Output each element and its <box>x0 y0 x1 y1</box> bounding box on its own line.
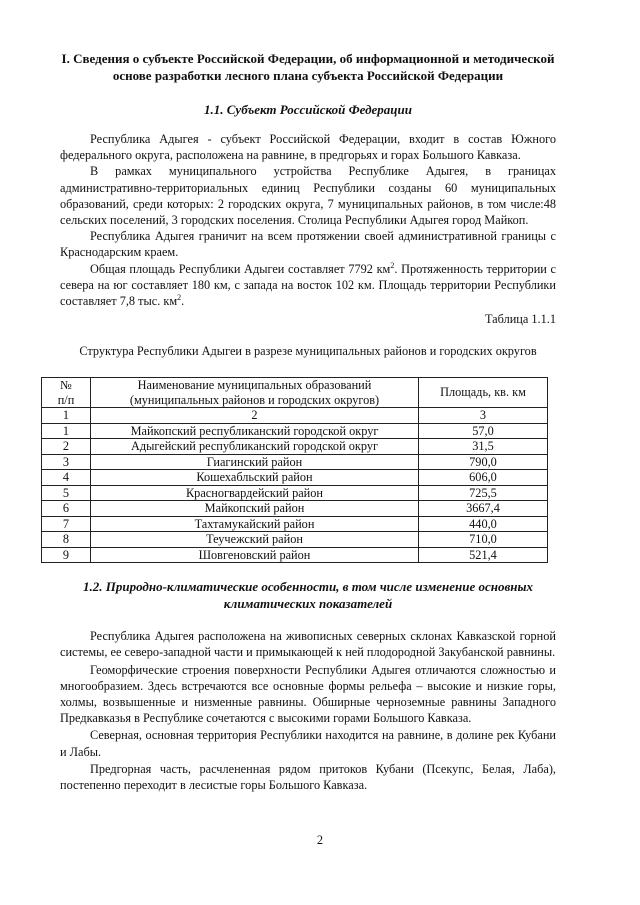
paragraph: Республика Адыгея - субъект Российской Федерации, входит в состав Южного федерального округа, расположена на равнине, в предгорьях и горах Большого Кавказа. <box>60 132 556 163</box>
header-area: Площадь, кв. км <box>419 378 548 408</box>
paragraph: Геоморфические строения поверхности Республики Адыгея отличаются сложностью и многообразием. Здесь встречаются все основные формы рельефа – высокие и низкие горы, холмы, возвышенные и низменные равнины. Обширные черноземные равнины Западного Предкавказья в Республике сочетаются с высокими горами Большого Кавказа. <box>60 662 556 726</box>
table-row: 9 Шовгеновский район 521,4 <box>42 547 548 563</box>
subsection-title: 1.1. Субъект Российской Федерации <box>204 102 412 117</box>
header-num: № п/п <box>42 378 91 408</box>
table-number: Таблица 1.1.1 <box>484 312 556 327</box>
table-row: 3 Гиагинский район 790,0 <box>42 454 548 470</box>
table-row: 8 Теучежский район 710,0 <box>42 532 548 548</box>
page-number: 2 <box>316 833 324 847</box>
subsection-title-climate: 1.2. Природно-климатические особенности, в том числе изменение основных климатических показателей <box>82 579 533 612</box>
table-row: 4 Кошехабльский район 606,0 <box>42 470 548 486</box>
paragraph: Республика Адыгея граничит на всем протяжении своей административной границы с Краснодарским краем. <box>60 229 556 260</box>
header-name: Наименование муниципальных образований (муниципальных районов и городских округов) <box>91 378 419 408</box>
section-title: I. Сведения о субъекте Российской Федерации, об информационной и методической основе разработки лесного плана субъекта Российской Федерации <box>61 51 555 83</box>
table-row: 5 Красногвардейский район 725,5 <box>42 485 548 501</box>
table-colnum-row: 1 2 3 <box>42 408 548 424</box>
document-page <box>57 50 556 793</box>
paragraph: Предгорная часть, расчлененная рядом притоков Кубани (Псекупс, Белая, Лаба), постепенно переходит в лесистые горы Большого Кавказа. <box>60 761 556 793</box>
table-row: 6 Майкопский район 3667,4 <box>42 501 548 517</box>
paragraph: В рамках муниципального устройства Республике Адыгея, в границах административно-территориальных единиц Республики созданы 60 муниципальных образований, среди которых: 2 городских округа, 7 муниципальных районов, в том числе:48 сельских поселений, 3 городских поселения. Столица Республики Адыгея город Майкоп. <box>60 164 556 228</box>
paragraph: Северная, основная территория Республики находится на равнине, в долине рек Кубани и Лабы. <box>60 728 556 759</box>
paragraph: Республика Адыгея расположена на живописных северных склонах Кавказской горной системы, ее северо-западной части и примыкающей к ней плодородной Закубанской равнины. <box>60 629 556 660</box>
table-row: 2 Адыгейский республиканский городской округ 31,5 <box>42 439 548 455</box>
table-caption: Структура Республики Адыгеи в разрезе муниципальных районов и городских округов <box>79 344 537 359</box>
table-header-row <box>42 378 548 408</box>
municipal-table <box>41 377 548 563</box>
paragraph-area: Общая площадь Республики Адыгеи составляет 7792 $км^2$. Протяженность территории с севера на юг составляет 180 км, с запада на восток 102 км. Площадь территории Республики составляет 7,8 тыс. $км^2$. <box>60 260 556 309</box>
table-row: 1 Майкопский республиканский городской округ 57,0 <box>42 423 548 439</box>
table-row: 7 Тахтамукайский район 440,0 <box>42 516 548 532</box>
